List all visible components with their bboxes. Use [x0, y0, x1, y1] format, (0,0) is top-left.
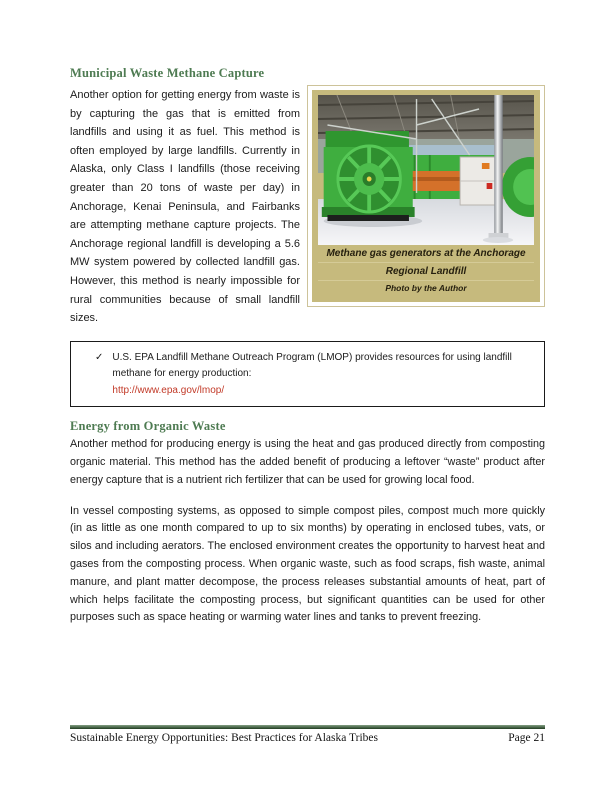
section-heading-organic-waste: Energy from Organic Waste	[70, 419, 226, 434]
epa-lmop-link[interactable]: http://www.epa.gov/lmop/	[112, 384, 225, 396]
municipal-waste-paragraph: Another option for getting energy from waste is by capturing the gas that is emitted from landfills and using it as fuel. This method is often employed by large landfills. Currently in Alaska, only Class I landfills (those receiving greater than 20 tons of waste per day) in Anchorage, Kenai Peninsula, and Fairbanks are attempting methane capture projects. The Anchorage regional landfill is developing a 5.6 MW system powered by collected landfill gas. However, this method is nearly impossible for rural communities because of small landfill sizes.	[70, 89, 300, 325]
methane-capture-section	[70, 66, 545, 328]
callout-text: U.S. EPA Landfill Methane Outreach Program (LMOP) provides resources for using landfill methane for energy production:	[112, 351, 512, 380]
footer-divider-bar	[70, 725, 545, 729]
checkmark-icon: ✓	[95, 351, 104, 363]
figure-photo-credit: Photo by the Author	[318, 280, 534, 297]
page-footer	[70, 725, 545, 744]
organic-waste-paragraph-2: In vessel composting systems, as opposed to simple compost piles, compost much more quickly (in as little as one month compared to up to six months) by operating in enclosed tubes, vats, or silos and including aerators. The enclosed environment creates the opportunity to harvest heat and gases from the composting process. When organic waste, such as food scraps, fish waste, animal manure, and plant matter decompose, the process releases substantial amounts of heat, part of which helps facilitate the composting process, but significant quantities can be used for other purposes such as space heating or warming water lines and tanks to prevent freezing.	[70, 504, 545, 624]
landfill-photo-figure	[307, 85, 545, 307]
figure-frame	[312, 90, 540, 302]
organic-waste-paragraph-1: Another method for producing energy is using the heat and gas produced directly from composting organic material. This method has the added benefit of producing a leftover “waste” product after energy capture that is a nutrient rich fertilizer that can be used for growing local food.	[70, 438, 545, 486]
methane-capture-column	[70, 66, 300, 328]
footer-document-title: Sustainable Energy Opportunities: Best Practices for Alaska Tribes	[70, 732, 379, 744]
epa-lmop-callout-box	[70, 341, 545, 408]
footer-page-number: Page 21	[508, 732, 545, 744]
methane-generators-photo	[318, 95, 534, 245]
section-heading-municipal-waste: Municipal Waste Methane Capture	[70, 66, 265, 80]
figure-caption-line2: Regional Landfill	[318, 262, 534, 280]
figure-caption-line1: Methane gas generators at the Anchorage	[326, 248, 526, 259]
callout-body	[112, 350, 530, 400]
page-content	[70, 66, 545, 627]
